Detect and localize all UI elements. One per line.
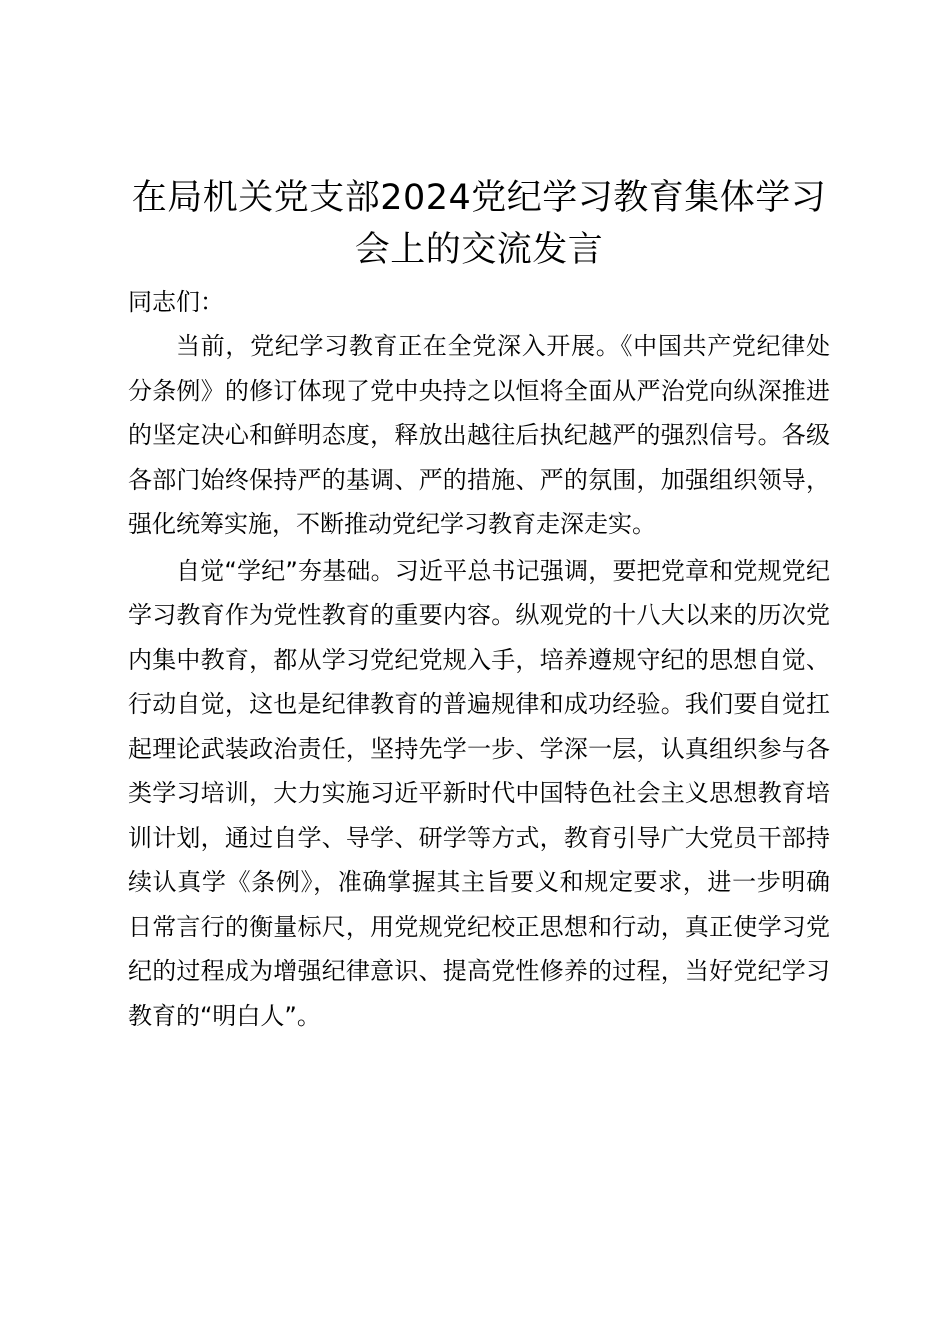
salutation: 同志们： — [128, 288, 224, 316]
paragraph-2: 自觉“学纪”夯基础。习近平总书记强调，要把党章和党规党纪学习教育作为党性教育的重要内容。纵观党的十八大以来的历次党内集中教育，都从学习党纪党规入手，培养遵规守纪的思想自觉、行动自觉，这也是纪律教育的普遍规律和成功经验。我们要自觉扛起理论武装政治责任，坚持先学一步、学深一层，认真组织参与各类学习培训，大力实施习近平新时代中国特色社会主义思想教育培训计划，通过自学、导学、研学等方式，教育引导广大党员干部持续认真学《条例》，准确掌握其主旨要义和规定要求，进一步明确日常言行的衡量标尺，用党规党纪校正思想和行动，真正使学习党纪的过程成为增强纪律意识、提高党性修养的过程，当好党纪学习教育的“明白人”。 — [128, 556, 830, 1030]
document-page — [128, 172, 830, 1038]
document-title: 在局机关党支部2024党纪学习教育集体学习会上的交流发言 — [131, 178, 827, 270]
paragraph-1: 当前，党纪学习教育正在全党深入开展。《中国共产党纪律处分条例》的修订体现了党中央持之以恒将全面从严治党向纵深推进的坚定决心和鲜明态度，释放出越往后执纪越严的强烈信号。各级各部门始终保持严的基调、严的措施、严的氛围，加强组织领导，强化统筹实施，不断推动党纪学习教育走深走实。 — [128, 332, 830, 538]
